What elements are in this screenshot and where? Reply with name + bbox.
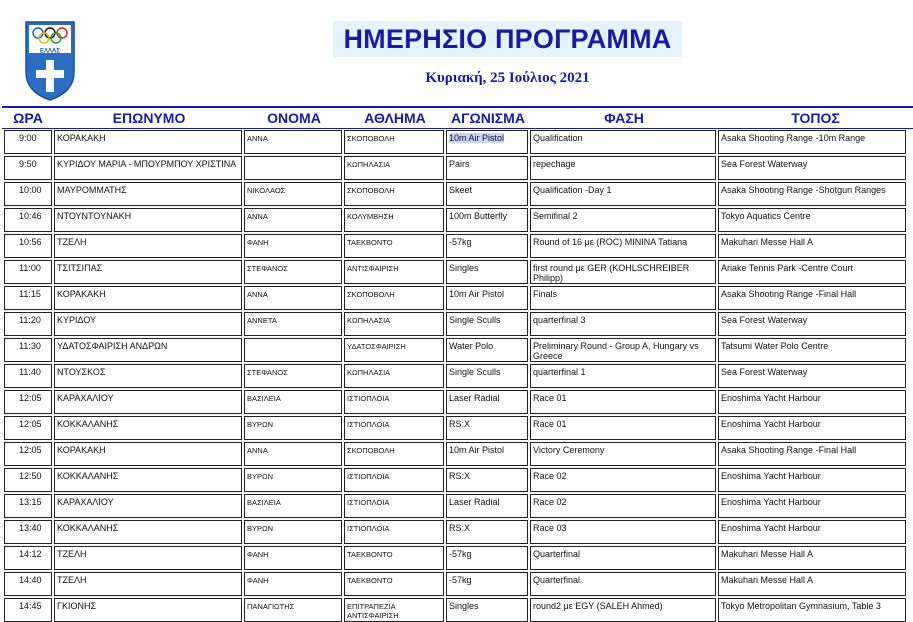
cell-phase: Preliminary Round - Group A, Hungary vs Greece xyxy=(530,338,716,362)
column-header-sport: ΑΘΛΗΜΑ xyxy=(364,110,426,126)
cell-event: -57kg xyxy=(446,234,528,258)
cell-sport: ΙΣΤΙΟΠΛΟΪΑ xyxy=(344,416,444,440)
column-header-phase: ΦΑΣΗ xyxy=(604,110,644,126)
cell-sport: ΙΣΤΙΟΠΛΟΪΑ xyxy=(344,494,444,518)
schedule-date: Κυριακή, 25 Ιούλιος 2021 xyxy=(425,70,590,86)
cell-time: 12:05 xyxy=(4,416,52,440)
cell-name: ΒΥΡΩΝ xyxy=(244,468,342,492)
cell-event: -57kg xyxy=(446,546,528,570)
cell-name: ΦΑΝΗ xyxy=(244,234,342,258)
column-header-name: ΟΝΟΜΑ xyxy=(267,110,321,126)
cell-sport: ΣΚΟΠΟΒΟΛΗ xyxy=(344,130,444,154)
cell-time: 12:50 xyxy=(4,468,52,492)
cell-phase: first round με GER (KOHLSCHREIBER Philipp) xyxy=(530,260,716,284)
cell-venue: Tokyo Aquatics Centre xyxy=(718,208,906,232)
page-title: ΗΜΕΡΗΣΙΟ ΠΡΟΓΡΑΜΜΑ xyxy=(333,21,682,57)
cell-time: 10:56 xyxy=(4,234,52,258)
cell-phase: Quarterfinal xyxy=(530,572,716,596)
cell-event: Water Polo xyxy=(446,338,528,362)
cell-venue: Tatsumi Water Polo Centre xyxy=(718,338,906,362)
cell-venue: Asaka Shooting Range -Final Hall xyxy=(718,286,906,310)
cell-sport: ΚΩΠΗΛΑΣΙΑ xyxy=(344,312,444,336)
cell-time: 11:30 xyxy=(4,338,52,362)
cell-venue: Enoshima Yacht Harbour xyxy=(718,520,906,544)
cell-event: Single Sculls xyxy=(446,312,528,336)
cell-time: 11:40 xyxy=(4,364,52,388)
cell-name: ΑΝΝΕΤΑ xyxy=(244,312,342,336)
cell-phase: Semifinal 2 xyxy=(530,208,716,232)
cell-time: 11:20 xyxy=(4,312,52,336)
cell-name: ΒΥΡΩΝ xyxy=(244,520,342,544)
cell-name: ΑΝΝΑ xyxy=(244,208,342,232)
cell-surname: ΚΟΚΚΑΛΑΝΗΣ xyxy=(54,416,242,440)
cell-venue: Asaka Shooting Range -Shotgun Ranges xyxy=(718,182,906,206)
cell-sport: ΕΠΙΤΡΑΠΕΖΙΑ ΑΝΤΙΣΦΑΙΡΙΣΗ xyxy=(344,598,444,622)
cell-name: ΣΤΕΦΑΝΟΣ xyxy=(244,364,342,388)
cell-event: RS:X xyxy=(446,520,528,544)
cell-surname: ΤΣΙΤΣΙΠΑΣ xyxy=(54,260,242,284)
cell-sport: ΣΚΟΠΟΒΟΛΗ xyxy=(344,286,444,310)
cell-time: 9:50 xyxy=(4,156,52,180)
column-header-event: ΑΓΩΝΙΣΜΑ xyxy=(451,110,525,126)
cell-event xyxy=(446,130,528,154)
cell-phase: round2 με EGY (SALEH Ahmed) xyxy=(530,598,716,622)
cell-venue: Sea Forest Waterway xyxy=(718,156,906,180)
cell-sport: ΙΣΤΙΟΠΛΟΪΑ xyxy=(344,520,444,544)
cell-surname: ΚΥΡΙΔΟΥ ΜΑΡΙΑ - ΜΠΟΥΡΜΠΟΥ ΧΡΙΣΤΙΝΑ xyxy=(54,156,242,180)
cell-venue: Tokyo Metropolitan Gymnasium, Table 3 xyxy=(718,598,906,622)
cell-event: RS:X xyxy=(446,468,528,492)
cell-sport: ΑΝΤΙΣΦΑΙΡΙΣΗ xyxy=(344,260,444,284)
cell-phase: quarterfinal 1 xyxy=(530,364,716,388)
cell-surname: ΚΟΡΑΚΑΚΗ xyxy=(54,130,242,154)
column-header-venue: ΤΟΠΟΣ xyxy=(791,110,840,126)
cell-sport: ΚΩΠΗΛΑΣΙΑ xyxy=(344,156,444,180)
cell-sport: ΙΣΤΙΟΠΛΟΪΑ xyxy=(344,468,444,492)
cell-time: 13:40 xyxy=(4,520,52,544)
cell-venue: Enoshima Yacht Harbour xyxy=(718,468,906,492)
cell-name xyxy=(244,156,342,180)
cell-sport: ΤΑΕΚΒΟΝΤΟ xyxy=(344,546,444,570)
cell-surname: ΜΑΥΡΟΜΜΑΤΗΣ xyxy=(54,182,242,206)
cell-time: 13:15 xyxy=(4,494,52,518)
cell-name: ΒΑΣΙΛΕΙΑ xyxy=(244,390,342,414)
cell-venue: Sea Forest Waterway xyxy=(718,364,906,388)
cell-venue: Enoshima Yacht Harbour xyxy=(718,494,906,518)
cell-phase: Race 03 xyxy=(530,520,716,544)
cell-name: ΒΥΡΩΝ xyxy=(244,416,342,440)
cell-name: ΠΑΝΑΓΙΩΤΗΣ xyxy=(244,598,342,622)
cell-phase: Victory Ceremony xyxy=(530,442,716,466)
cell-event: Laser Radial xyxy=(446,494,528,518)
cell-venue: Sea Forest Waterway xyxy=(718,312,906,336)
cell-phase: Finals xyxy=(530,286,716,310)
cell-phase: Race 01 xyxy=(530,390,716,414)
cell-phase: Race 02 xyxy=(530,494,716,518)
cell-surname: ΚΥΡΙΔΟΥ xyxy=(54,312,242,336)
cell-event: Skeet xyxy=(446,182,528,206)
cell-name xyxy=(244,338,342,362)
cell-surname: ΝΤΟΥΝΤΟΥΝΑΚΗ xyxy=(54,208,242,232)
column-header-surname: ΕΠΩΝΥΜΟ xyxy=(112,110,186,126)
cell-event: -57kg xyxy=(446,572,528,596)
column-header-time: ΩΡΑ xyxy=(13,110,43,126)
cell-sport: ΣΚΟΠΟΒΟΛΗ xyxy=(344,442,444,466)
logo-text: ΕΛΛΑΣ xyxy=(40,48,60,55)
cell-sport: ΤΑΕΚΒΟΝΤΟ xyxy=(344,234,444,258)
cell-surname: ΚΑΡΑΧΑΛΙΟΥ xyxy=(54,494,242,518)
cell-venue: Ariake Tennis Park -Centre Court xyxy=(718,260,906,284)
cell-phase: Race 02 xyxy=(530,468,716,492)
cell-venue: Asaka Shooting Range -Final Hall xyxy=(718,442,906,466)
cell-surname: ΤΖΕΛΗ xyxy=(54,546,242,570)
cell-surname: ΓΚΙΟΝΗΣ xyxy=(54,598,242,622)
cell-surname: ΚΟΡΑΚΑΚΗ xyxy=(54,442,242,466)
cell-name: ΑΝΝΑ xyxy=(244,286,342,310)
cell-surname: ΚΟΡΑΚΑΚΗ xyxy=(54,286,242,310)
cell-event: Single Sculls xyxy=(446,364,528,388)
cell-surname: ΝΤΟΥΣΚΟΣ xyxy=(54,364,242,388)
cell-event: 10m Air Pistol xyxy=(446,286,528,310)
cell-event: 100m Butterfly xyxy=(446,208,528,232)
cell-phase: Qualification xyxy=(530,130,716,154)
selected-text-highlight: 10m Air Pistol xyxy=(449,133,505,143)
hellas-olympic-logo xyxy=(24,20,76,102)
cell-time: 10:46 xyxy=(4,208,52,232)
cell-event: Singles xyxy=(446,598,528,622)
cell-surname: ΥΔΑΤΟΣΦΑΙΡΙΣΗ ΑΝΔΡΩΝ xyxy=(54,338,242,362)
cell-name: ΦΑΝΗ xyxy=(244,572,342,596)
cell-time: 14:12 xyxy=(4,546,52,570)
cell-time: 14:40 xyxy=(4,572,52,596)
cell-time: 11:15 xyxy=(4,286,52,310)
cell-phase: Quarterfinal xyxy=(530,546,716,570)
cell-sport: ΙΣΤΙΟΠΛΟΪΑ xyxy=(344,390,444,414)
cell-venue: Enoshima Yacht Harbour xyxy=(718,390,906,414)
cell-venue: Asaka Shooting Range -10m Range xyxy=(718,130,906,154)
cell-time: 9:00 xyxy=(4,130,52,154)
cell-name: ΑΝΝΑ xyxy=(244,442,342,466)
cell-time: 11:00 xyxy=(4,260,52,284)
cell-event: Pairs xyxy=(446,156,528,180)
cell-venue: Makuhari Messe Hall A xyxy=(718,234,906,258)
cell-time: 12:05 xyxy=(4,390,52,414)
cell-name: ΒΑΣΙΛΕΙΑ xyxy=(244,494,342,518)
cell-name: ΣΤΕΦΑΝΟΣ xyxy=(244,260,342,284)
cell-name: ΦΑΝΗ xyxy=(244,546,342,570)
cell-surname: ΚΑΡΑΧΑΛΙΟΥ xyxy=(54,390,242,414)
cell-event: Singles xyxy=(446,260,528,284)
cell-venue: Makuhari Messe Hall A xyxy=(718,572,906,596)
cell-event: 10m Air Pistol xyxy=(446,442,528,466)
cell-surname: ΚΟΚΚΑΛΑΝΗΣ xyxy=(54,468,242,492)
cell-venue: Makuhari Messe Hall A xyxy=(718,546,906,570)
cell-sport: ΚΟΛΥΜΒΗΣΗ xyxy=(344,208,444,232)
cell-event: RS:X xyxy=(446,416,528,440)
cell-name: ΑΝΝΑ xyxy=(244,130,342,154)
cell-time: 14:45 xyxy=(4,598,52,622)
cell-sport: ΣΚΟΠΟΒΟΛΗ xyxy=(344,182,444,206)
cell-phase: quarterfinal 3 xyxy=(530,312,716,336)
cell-phase: repechage xyxy=(530,156,716,180)
header-bottom-rule xyxy=(2,128,913,129)
cell-venue: Enoshima Yacht Harbour xyxy=(718,416,906,440)
cell-phase: Race 01 xyxy=(530,416,716,440)
cell-surname: ΚΟΚΚΑΛΑΝΗΣ xyxy=(54,520,242,544)
cell-time: 10:00 xyxy=(4,182,52,206)
cell-name: ΝΙΚΟΛΑΟΣ xyxy=(244,182,342,206)
cell-phase: Qualification -Day 1 xyxy=(530,182,716,206)
cell-surname: ΤΖΕΛΗ xyxy=(54,234,242,258)
cell-surname: ΤΖΕΛΗ xyxy=(54,572,242,596)
cell-time: 12:05 xyxy=(4,442,52,466)
cell-sport: ΥΔΑΤΟΣΦΑΙΡΙΣΗ xyxy=(344,338,444,362)
cell-sport: ΚΩΠΗΛΑΣΙΑ xyxy=(344,364,444,388)
cell-sport: ΤΑΕΚΒΟΝΤΟ xyxy=(344,572,444,596)
cell-event: Laser Radial xyxy=(446,390,528,414)
cell-phase: Round of 16 με (ROC) MININA Tatiana xyxy=(530,234,716,258)
